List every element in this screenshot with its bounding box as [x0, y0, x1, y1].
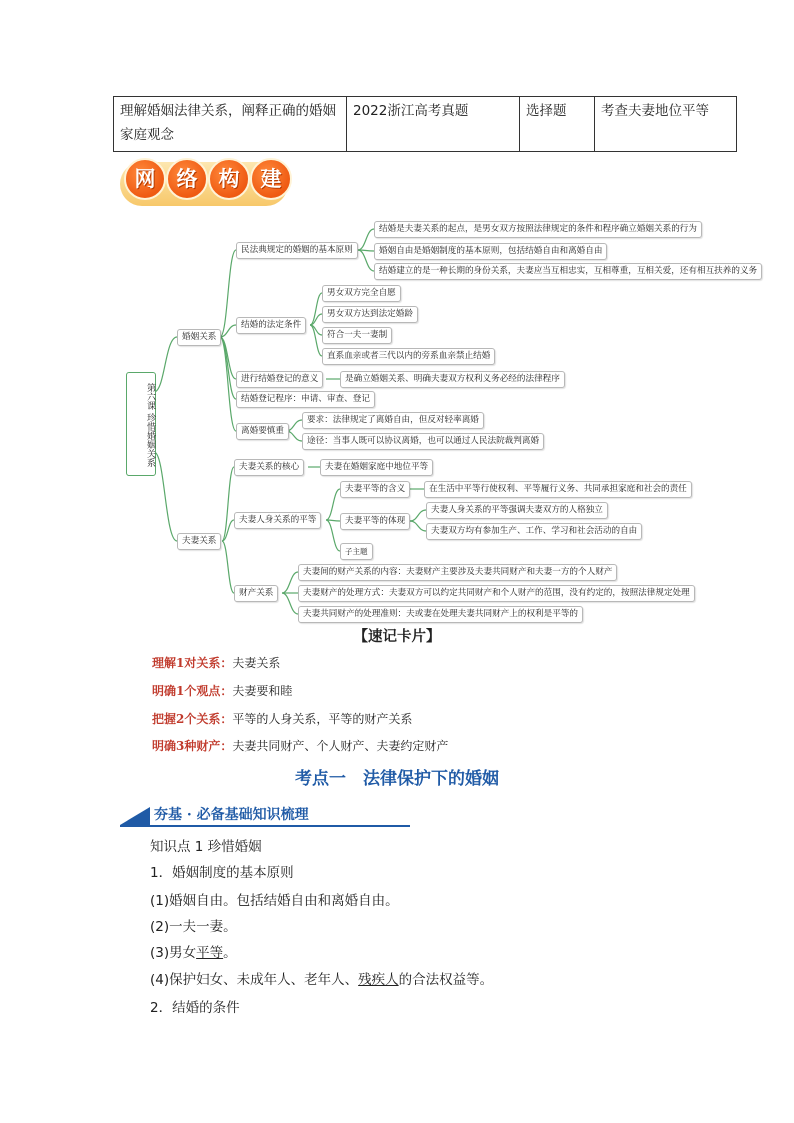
node-property: 财产关系 — [234, 585, 278, 602]
card-line-key: 把握2个关系： — [152, 712, 233, 726]
node-meaning-text: 在生活中平等行使权利、平等履行义务、共同承担家庭和社会的责任 — [424, 481, 692, 498]
card-line-value: 夫妻关系 — [232, 656, 281, 670]
banner-triangle-icon — [120, 807, 150, 825]
node-e1: 夫妻人身关系的平等强调夫妻双方的人格独立 — [426, 502, 608, 519]
node-core: 夫妻关系的核心 — [234, 459, 304, 476]
mindmap-root: 第六课 珍惜婚姻关系 — [126, 372, 156, 476]
node-p1: 结婚是夫妻关系的起点，是男女双方按照法律规定的条件和程序确立婚姻关系的行为 — [374, 221, 702, 238]
card-line-value: 平等的人身关系，平等的财产关系 — [232, 712, 413, 726]
text-fragment: 的合法权益等。 — [398, 972, 494, 988]
card-line — [152, 655, 280, 671]
node-d1: 要求：法律规定了离婚自由，但反对轻率离婚 — [302, 412, 484, 429]
section-title: 考点一 法律保护下的婚姻 — [295, 769, 499, 789]
underlined-term: 残疾人 — [358, 972, 399, 988]
banner-char: 建 — [250, 158, 292, 200]
card-line-key: 明确3种财产： — [152, 739, 233, 753]
card-line-value: 夫妻要和睦 — [232, 684, 293, 698]
principle-item: (1)婚姻自由。包括结婚自由和离婚自由。 — [150, 893, 399, 909]
node-core-text: 夫妻在婚姻家庭中地位平等 — [320, 459, 433, 476]
card-line-key: 理解1对关系： — [152, 656, 233, 670]
node-personal: 夫妻人身关系的平等 — [234, 512, 321, 529]
text-fragment: (3)男女 — [150, 945, 197, 961]
card-line-key: 明确1个观点： — [152, 684, 233, 698]
card-line-value: 夫妻共同财产、个人财产、夫妻约定财产 — [232, 739, 449, 753]
table-cell-focus: 考查夫妻地位平等 — [595, 97, 737, 152]
principle-item — [150, 944, 237, 962]
table-cell-source: 2022浙江高考真题 — [347, 97, 520, 152]
banner-underline — [120, 825, 410, 827]
underlined-term: 平等 — [196, 945, 224, 961]
node-d2: 途径：当事人既可以协议离婚，也可以通过人民法院裁判离婚 — [302, 433, 544, 450]
node-c3: 符合一夫一妻制 — [322, 327, 392, 344]
node-pr1: 夫妻间的财产关系的内容：夫妻财产主要涉及夫妻共同财产和夫妻一方的个人财产 — [298, 564, 617, 581]
text-fragment: (4)保护妇女、未成年人、老年人、 — [150, 972, 359, 988]
banner-char: 网 — [124, 158, 166, 200]
foundation-banner — [120, 803, 410, 829]
node-meaning: 夫妻平等的含义 — [340, 481, 410, 498]
card-line — [152, 711, 412, 727]
node-c2: 男女双方达到法定婚龄 — [322, 306, 418, 323]
node-subtopic: 子主题 — [340, 543, 373, 560]
node-register: 进行结婚登记的意义 — [236, 371, 323, 388]
node-procedure: 结婚登记程序：申请、审查、登记 — [236, 391, 375, 408]
node-register-meaning: 是确立婚姻关系、明确夫妻双方权利义务必经的法律程序 — [340, 371, 565, 388]
node-c1: 男女双方完全自愿 — [322, 285, 401, 302]
principle-item: (2)一夫一妻。 — [150, 919, 237, 935]
node-e2: 夫妻双方均有参加生产、工作、学习和社会活动的自由 — [426, 523, 642, 540]
node-p3: 结婚建立的是一种长期的身份关系，夫妻应当互相忠实，互相尊重，互相关爱，还有相互扶养的义务 — [374, 263, 762, 280]
heading-conditions: 2．结婚的条件 — [150, 1000, 240, 1016]
card-line — [152, 738, 448, 754]
node-pr2: 夫妻财产的处理方式：夫妻双方可以约定共同财产和个人财产的范围，没有约定的，按照法律规定处理 — [298, 585, 695, 602]
node-spouse: 夫妻关系 — [177, 533, 221, 550]
text-fragment: 。 — [223, 945, 237, 961]
principle-item — [150, 971, 493, 989]
card-title: 【速记卡片】 — [353, 628, 441, 645]
node-c4: 直系血亲或者三代以内的旁系血亲禁止结婚 — [322, 348, 495, 365]
node-marriage: 婚姻关系 — [177, 329, 221, 346]
banner-char: 络 — [166, 158, 208, 200]
table-cell-type: 选择题 — [520, 97, 595, 152]
heading-principles: 1．婚姻制度的基本原则 — [150, 865, 294, 881]
node-p2: 婚姻自由是婚姻制度的基本原则，包括结婚自由和离婚自由 — [374, 243, 607, 260]
banner-char: 构 — [208, 158, 250, 200]
card-line — [152, 683, 292, 699]
node-embody: 夫妻平等的体现 — [340, 513, 410, 530]
node-principle: 民法典规定的婚姻的基本原则 — [236, 242, 358, 259]
node-pr3: 夫妻共同财产的处理准则：夫或妻在处理夫妻共同财产上的权利是平等的 — [298, 606, 583, 623]
knowledge-point: 知识点 1 珍惜婚姻 — [150, 839, 262, 855]
node-divorce: 离婚要慎重 — [236, 423, 289, 440]
table-cell-objective: 理解婚姻法律关系，阐释正确的婚姻家庭观念 — [114, 97, 347, 152]
foundation-banner-label: 夯基 · 必备基础知识梳理 — [154, 807, 309, 823]
node-conditions: 结婚的法定条件 — [236, 317, 306, 334]
